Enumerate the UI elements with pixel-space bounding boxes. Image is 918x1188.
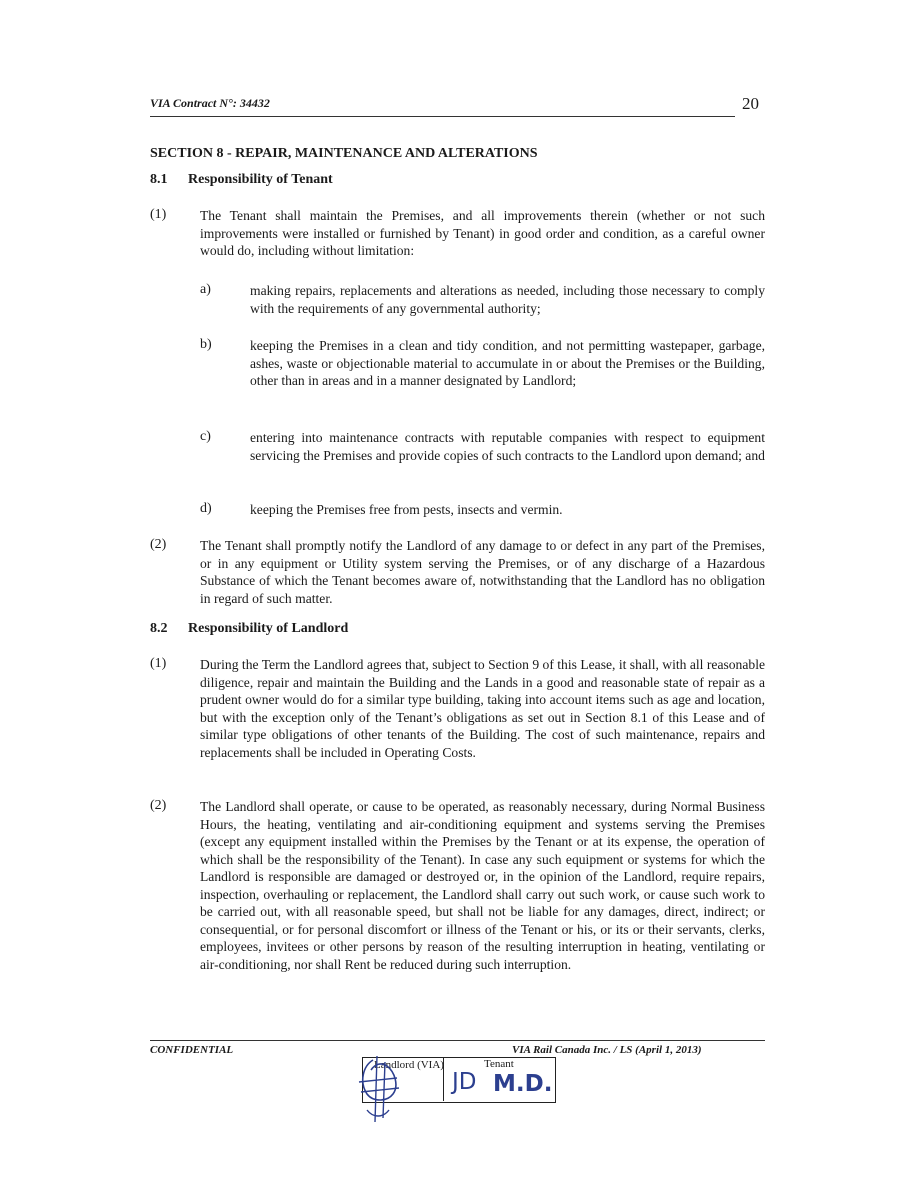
page-number: 20 (742, 94, 759, 113)
paragraph-number: (1) (150, 656, 167, 671)
paragraph-number: (1) (150, 207, 167, 222)
paragraph-number: (2) (150, 537, 167, 552)
item-letter: c) (200, 429, 211, 444)
tenant-item-a: making repairs, replacements and alterations as needed, including those necessary to comply with the requirements of any governmental authority; (250, 283, 765, 316)
subsection-title: Responsibility of Landlord (188, 621, 349, 636)
paragraph-number: (2) (150, 798, 167, 813)
footer-rule (150, 1040, 765, 1041)
tenant-initials-handwritten-2: M.D. (493, 1071, 553, 1097)
footer-confidential: CONFIDENTIAL (150, 1044, 234, 1056)
tenant-initials-handwritten-1: JD (452, 1069, 477, 1095)
landlord-initials-label: Landlord (VIA) (374, 1059, 444, 1071)
landlord-paragraph-1: During the Term the Landlord agrees that, subject to Section 9 of this Lease, it shall, with all reasonable diligence, repair and maintain the Building and the Lands in a good and reasonable state of repair as a prudent owner would do for a similar type building, taking into account items such as age and location, but with the exception only of the Tenant’s obligations as set out in Section 8.1 of this Lease and of similar type obligations of other tenants of the Building. The cost of such maintenance, repairs and replacements shall be included in Operating Costs. (200, 657, 765, 760)
item-letter: b) (200, 337, 212, 352)
item-letter: d) (200, 501, 212, 516)
tenant-item-c: entering into maintenance contracts with reputable companies with respect to equipment servicing the Premises and provide copies of such contracts to the Landlord upon demand; and (250, 430, 765, 463)
footer-company-version: VIA Rail Canada Inc. / LS (April 1, 2013) (512, 1044, 702, 1056)
section-title: SECTION 8 - REPAIR, MAINTENANCE AND ALTERATIONS (150, 146, 538, 161)
header-rule (150, 116, 735, 117)
subsection-heading-8-1 (150, 172, 333, 188)
tenant-item-d: keeping the Premises free from pests, insects and vermin. (250, 502, 563, 517)
subsection-title: Responsibility of Tenant (188, 172, 333, 187)
subsection-heading-8-2 (150, 621, 348, 637)
subsection-number: 8.1 (150, 172, 168, 187)
tenant-item-b: keeping the Premises in a clean and tidy condition, and not permitting wastepaper, garbage, ashes, waste or objectionable material to accumulate in or about the Premises or the Building, other than in areas and in a manner designated by Landlord; (250, 338, 765, 388)
subsection-number: 8.2 (150, 621, 168, 636)
landlord-signature-mark (353, 1052, 443, 1124)
contract-reference: VIA Contract N°: 34432 (150, 96, 270, 110)
landlord-paragraph-2: The Landlord shall operate, or cause to be operated, as reasonably necessary, during Normal Business Hours, the heating, ventilating and air-conditioning equipment and systems serving the Premises (except any equipment installed within the Premises by the Tenant or at its expense, the operation of which shall be the responsibility of the Tenant). In case any such equipment or systems for which the Landlord is responsible are damaged or destroyed or, in the opinion of the Landlord, require repairs, inspection, overhauling or replacement, the Landlord shall carry out such work, or cause such work to be carried out, with all reasonable speed, but shall not be liable for any damages, direct, indirect; or consequential, or for personal discomfort or illness of the Tenant or his, or its or their servants, clerks, employees, invitees or other persons by reason of the resulting interruption in heating, ventilating or air-conditioning, nor shall Rent be reduced during such interruption. (200, 799, 765, 972)
item-letter: a) (200, 282, 211, 297)
tenant-initials-label: Tenant (484, 1058, 514, 1070)
tenant-paragraph-2: The Tenant shall promptly notify the Landlord of any damage to or defect in any part of the Premises, or in any equipment or Utility system serving the Premises, or of any discharge of a Hazardous Substance of which the Tenant becomes aware of, notwithstanding that the Landlord has no obligation in regard of such matter. (200, 538, 765, 606)
tenant-paragraph-1: The Tenant shall maintain the Premises, and all improvements therein (whether or not such improvements were installed or furnished by Tenant) in good order and condition, as a careful owner would do, including without limitation: (200, 208, 765, 258)
